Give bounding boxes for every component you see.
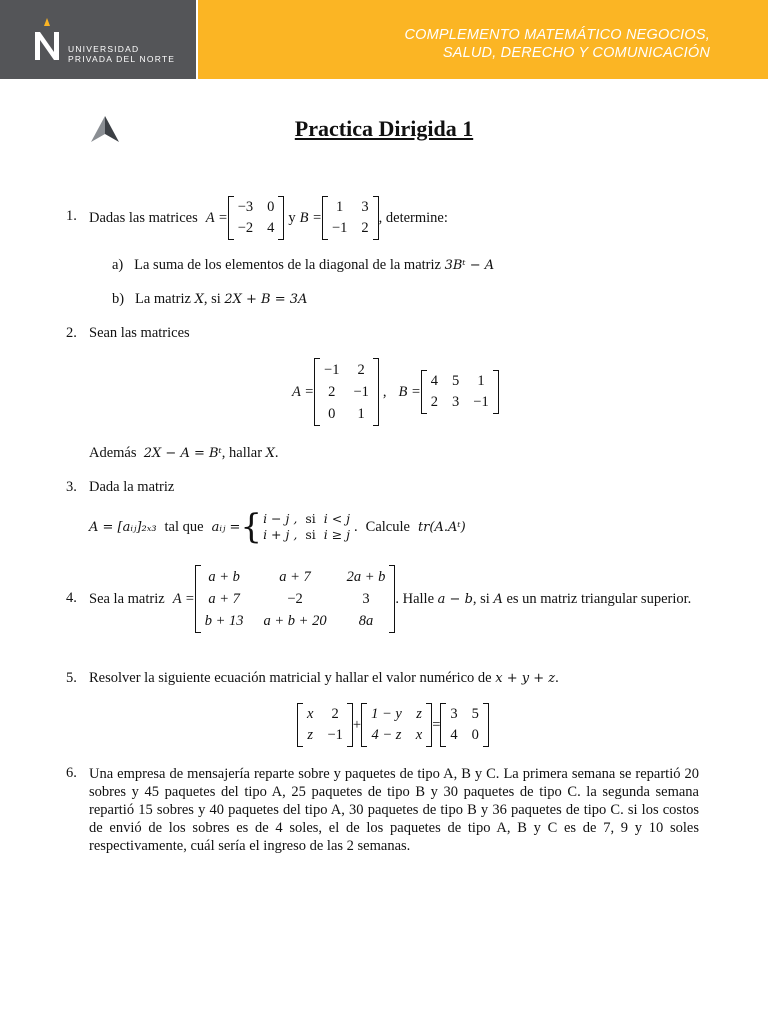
header-logo-panel bbox=[0, 0, 196, 79]
problem-2-matrices: A = −1 2 2 −1 0 1 , B = 4 5 1 2 3 −1 bbox=[292, 358, 499, 426]
problem-4-number: 4. bbox=[66, 590, 77, 606]
problem-6-number: 6. bbox=[66, 765, 77, 781]
problem-5-statement: Resolver la siguiente ecuación matricial y hallar el valor numérico de x + y + z. bbox=[89, 670, 559, 686]
upn-logo-icon bbox=[30, 16, 64, 62]
problem-1-part-b: b) La matriz X, si 2X + B = 3A bbox=[112, 291, 308, 307]
problem-5-equation: x 2 z −1 + 1 − y z 4 − z x = 3 5 4 0 bbox=[297, 703, 489, 747]
piecewise-definition: { i − j , si i < j i + j , si i ≥ j bbox=[240, 507, 351, 547]
matrix-lhs-2: 1 − y z 4 − z x bbox=[361, 703, 432, 747]
matrix-rhs: 3 5 4 0 bbox=[440, 703, 489, 747]
matrix-b-2x2: 1 3 −1 2 bbox=[322, 196, 379, 240]
problem-4-statement: Sea la matriz A = a + b a + 7 2a + b a + 7 −2 3 b + 13 a + b + 20 8a . Halle a − b , si A es un matriz triangular superior. bbox=[89, 565, 691, 633]
problem-5-number: 5. bbox=[66, 670, 77, 686]
problem-3-intro: Dada la matriz bbox=[89, 479, 175, 495]
problem-1-part-a: a) La suma de los elementos de la diagonal de la matriz 3Bᵗ − A bbox=[112, 257, 495, 273]
problem-6-statement: Una empresa de mensajería reparte sobre y paquetes de tipo A, B y C. La primera semana se repartió 20 sobres y 45 paquetes del tipo A, 25 paquetes de tipo B y 30 paquetes de tipo C. la segunda semana repartió 15 sobres y 40 paquetes del tipo A, 30 paquetes de tipo B y 36 paquetes de tipo C. si los costos de envió de los sobres es de 4 soles, el de los paquetes de tipo A, B y C es de 7, 9 y 10 soles respectivamente, cuál sería el ingreso de las 2 semanas. bbox=[89, 766, 699, 854]
problem-3-definition: A = [aᵢⱼ]₂ₓ₃ tal que aᵢⱼ = { i − j , si i < j i + j , si i ≥ j . Calcule tr(A.Aᵗ) bbox=[89, 507, 466, 547]
matrix-b-2x3: 4 5 1 2 3 −1 bbox=[421, 370, 499, 414]
problem-1-statement: Dadas las matrices A = −3 0 −2 4 y B = 1 3 −1 2 , determine: bbox=[89, 196, 448, 240]
problem-2-condition: Además 2X − A = Bᵗ, hallar X. bbox=[89, 445, 279, 461]
problem-2-number: 2. bbox=[66, 325, 77, 341]
course-title: COMPLEMENTO MATEMÁTICO NEGOCIOS, SALUD, DERECHO Y COMUNICACIÓN bbox=[404, 27, 710, 61]
matrix-lhs-1: x 2 z −1 bbox=[297, 703, 353, 747]
problem-2-intro: Sean las matrices bbox=[89, 325, 190, 341]
page-title: Practica Dirigida 1 bbox=[294, 116, 474, 141]
matrix-a-2x2: −3 0 −2 4 bbox=[228, 196, 285, 240]
problem-1-number: 1. bbox=[66, 208, 77, 224]
matrix-a-3x2: −1 2 2 −1 0 1 bbox=[314, 358, 379, 426]
matrix-a-3x3: a + b a + 7 2a + b a + 7 −2 3 b + 13 a + b + 20 8a bbox=[195, 565, 396, 633]
university-name: UNIVERSIDAD PRIVADA DEL NORTE bbox=[68, 44, 176, 64]
problem-3-number: 3. bbox=[66, 479, 77, 495]
